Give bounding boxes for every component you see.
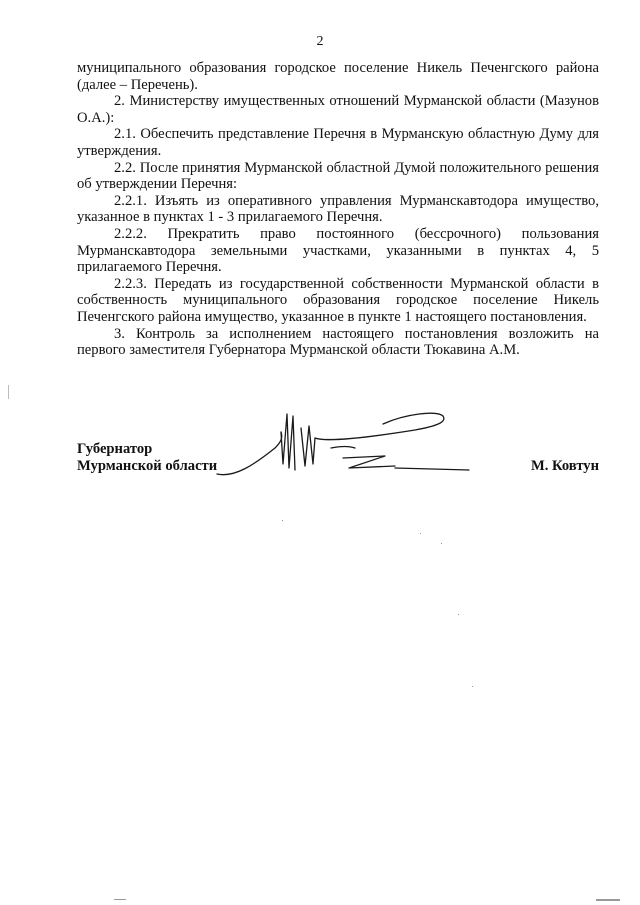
- signatory-title-line2: Мурманской области: [77, 458, 218, 474]
- scan-edge-mark: [596, 899, 620, 901]
- scan-speck: [420, 533, 421, 534]
- paragraph: муниципального образования городское поселение Никель Печенгского района (далее – Перечень).: [77, 60, 599, 93]
- paragraph: 2.2.1. Изъять из оперативного управления Мурманскавтодора имущество, указанное в пунктах 1 - 3 прилагаемого Перечня.: [77, 192, 599, 226]
- signatory-name: М. Ковтун: [530, 458, 599, 474]
- handwritten-signature: [215, 408, 475, 488]
- scan-speck: [458, 614, 459, 615]
- document-body: [77, 60, 599, 359]
- paragraph: 2.2.2. Прекратить право постоянного (бессрочного) пользования Мурманскавтодора земельными участками, указанными в пунктах 4, 5 прилагаемого Перечня.: [77, 225, 599, 276]
- signatory-title-line1: Губернатор: [77, 441, 153, 457]
- scan-margin-mark: [8, 385, 9, 399]
- paragraph: 3. Контроль за исполнением настоящего постановления возложить на первого заместителя Губернатора Мурманской области Тюкавина А.М.: [77, 325, 599, 359]
- signatory-title: [77, 441, 217, 475]
- scan-edge-mark: [114, 899, 126, 900]
- page-number: 2: [316, 34, 324, 49]
- scan-speck: [441, 543, 442, 544]
- paragraph: 2.2. После принятия Мурманской областной Думой положительного решения об утверждении Перечня:: [77, 159, 599, 193]
- scan-speck: [472, 686, 473, 687]
- paragraph: 2.1. Обеспечить представление Перечня в Мурманскую областную Думу для утверждения.: [77, 126, 599, 159]
- paragraph: 2. Министерству имущественных отношений Мурманской области (Мазунов О.А.):: [77, 93, 599, 126]
- scan-speck: [282, 520, 283, 521]
- paragraph: 2.2.3. Передать из государственной собственности Мурманской области в собственность муниципального образования городское поселение Никель Печенгского района имущество, указанное в пункте 1 настоящего постановления.: [77, 275, 599, 325]
